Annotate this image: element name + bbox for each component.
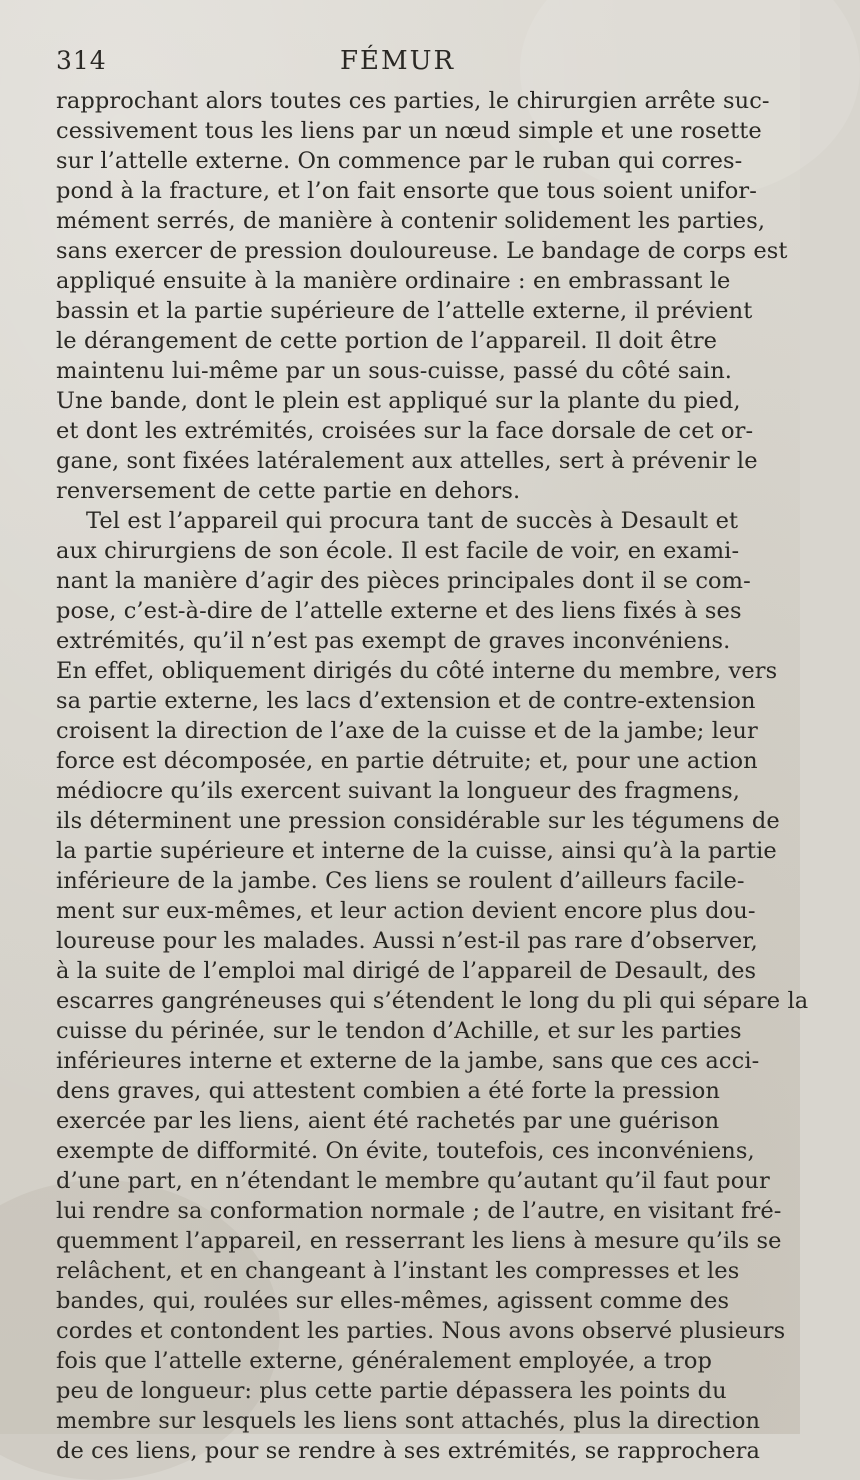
text-line: relâchent, et en changeant à l’instant les compresses et les bbox=[56, 1258, 740, 1284]
text-line: rapprochant alors toutes ces parties, le chirurgien arrête suc- bbox=[56, 88, 770, 114]
text-line: lui rendre sa conformation normale ; de l’autre, en visitant fré- bbox=[56, 1198, 782, 1224]
body-text bbox=[56, 86, 809, 1466]
text-line: sur l’attelle externe. On commence par le ruban qui corres- bbox=[56, 148, 743, 174]
text-line: mément serrés, de manière à contenir solidement les parties, bbox=[56, 208, 766, 234]
text-line: et dont les extrémités, croisées sur la face dorsale de cet or- bbox=[56, 418, 754, 444]
text-line: cessivement tous les liens par un nœud simple et une rosette bbox=[56, 118, 762, 144]
text-line: la partie supérieure et interne de la cuisse, ainsi qu’à la partie bbox=[56, 838, 777, 864]
text-line: maintenu lui-même par un sous-cuisse, passé du côté sain. bbox=[56, 358, 733, 384]
text-line: inférieures interne et externe de la jambe, sans que ces acci- bbox=[56, 1048, 760, 1074]
text-line: force est décomposée, en partie détruite; et, pour une action bbox=[56, 748, 758, 774]
text-line: exempte de difformité. On évite, toutefois, ces inconvéniens, bbox=[56, 1138, 755, 1164]
text-line: sa partie externe, les lacs d’extension et de contre-extension bbox=[56, 688, 756, 714]
text-line: En effet, obliquement dirigés du côté interne du membre, vers bbox=[56, 658, 778, 684]
page-number: 314 bbox=[56, 46, 107, 75]
text-line: nant la manière d’agir des pièces principales dont il se com- bbox=[56, 568, 751, 594]
text-line: à la suite de l’emploi mal dirigé de l’appareil de Desault, des bbox=[56, 958, 757, 984]
text-line: exercée par les liens, aient été rachetés par une guérison bbox=[56, 1108, 720, 1134]
text-line: pose, c’est-à-dire de l’attelle externe et des liens fixés à ses bbox=[56, 598, 742, 624]
paragraph-start-line: Tel est l’appareil qui procura tant de succès à Desault et bbox=[86, 508, 739, 534]
text-line: sans exercer de pression douloureuse. Le bandage de corps est bbox=[56, 238, 788, 264]
text-line: cordes et contondent les parties. Nous avons observé plusieurs bbox=[56, 1318, 786, 1344]
text-line: renversement de cette partie en dehors. bbox=[56, 478, 521, 504]
text-line: aux chirurgiens de son école. Il est facile de voir, en exami- bbox=[56, 538, 740, 564]
text-line: bassin et la partie supérieure de l’attelle externe, il prévient bbox=[56, 298, 753, 324]
text-line: croisent la direction de l’axe de la cuisse et de la jambe; leur bbox=[56, 718, 758, 744]
text-line: cuisse du périnée, sur le tendon d’Achille, et sur les parties bbox=[56, 1018, 742, 1044]
running-head: FÉMUR bbox=[340, 46, 456, 76]
text-line: Une bande, dont le plein est appliqué sur la plante du pied, bbox=[56, 388, 741, 414]
text-line: pond à la fracture, et l’on fait ensorte que tous soient unifor- bbox=[56, 178, 757, 204]
text-line: ils déterminent une pression considérable sur les tégumens de bbox=[56, 808, 780, 834]
text-line: bandes, qui, roulées sur elles-mêmes, agissent comme des bbox=[56, 1288, 730, 1314]
text-line: fois que l’attelle externe, généralement employée, a trop bbox=[56, 1348, 712, 1374]
page-header bbox=[56, 46, 720, 86]
text-line: ment sur eux-mêmes, et leur action devient encore plus dou- bbox=[56, 898, 756, 924]
text-line: peu de longueur: plus cette partie dépassera les points du bbox=[56, 1378, 727, 1404]
text-line: d’une part, en n’étendant le membre qu’autant qu’il faut pour bbox=[56, 1168, 770, 1194]
text-line: appliqué ensuite à la manière ordinaire : en embrassant le bbox=[56, 268, 731, 294]
text-line: gane, sont fixées latéralement aux attelles, sert à prévenir le bbox=[56, 448, 758, 474]
text-line: médiocre qu’ils exercent suivant la longueur des fragmens, bbox=[56, 778, 741, 804]
text-line: membre sur lesquels les liens sont attachés, plus la direction bbox=[56, 1408, 761, 1434]
text-line: inférieure de la jambe. Ces liens se roulent d’ailleurs facile- bbox=[56, 868, 745, 894]
text-line: loureuse pour les malades. Aussi n’est-il pas rare d’observer, bbox=[56, 928, 758, 954]
text-line: de ces liens, pour se rendre à ses extrémités, se rapprochera bbox=[56, 1438, 761, 1464]
text-line: dens graves, qui attestent combien a été forte la pression bbox=[56, 1078, 720, 1104]
text-line: le dérangement de cette portion de l’appareil. Il doit être bbox=[56, 328, 718, 354]
text-line: quemment l’appareil, en resserrant les liens à mesure qu’ils se bbox=[56, 1228, 782, 1254]
text-line: extrémités, qu’il n’est pas exempt de graves inconvéniens. bbox=[56, 628, 731, 654]
text-line: escarres gangréneuses qui s’étendent le long du pli qui sépare la bbox=[56, 988, 809, 1014]
